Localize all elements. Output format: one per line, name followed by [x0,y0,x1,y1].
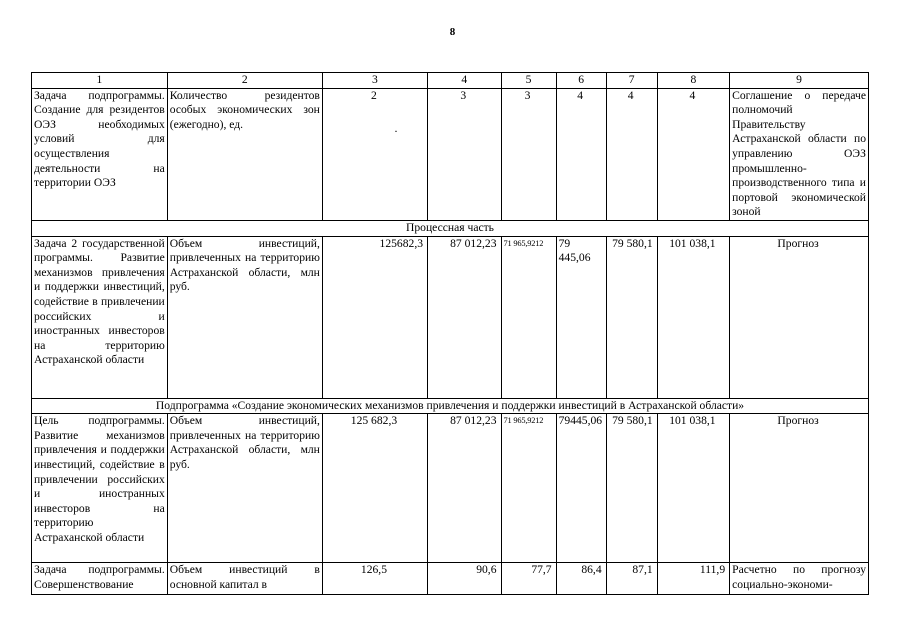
value-cell: 79 445,06 [556,236,606,398]
value-cell: 87,1 [606,563,657,595]
header-cell: 1 [32,73,168,89]
task-cell: Цель подпрограммы. Развитие механизмов привлечения и поддержки инвестиций, содействие в привлечении российских и иностранных инвесторов на территорию Астраханской области [32,414,168,563]
table-header-row [32,73,869,89]
indicator-cell: Количество резидентов особых экономических зон (ежегодно), ед. [167,88,322,220]
value-cell: 79 580,1 [606,236,657,398]
table-row [32,236,869,398]
header-cell: 4 [428,73,501,89]
page-number: 8 [449,26,456,38]
section-title: Подпрограмма «Создание экономических механизмов привлечения и поддержки инвестиций в Астраханской области» [32,398,869,414]
stray-dot: · [394,124,398,138]
task-cell: Задача 2 государственной программы. Развитие механизмов привлечения и поддержки инвестиций, содействие в привлечении российских и иностранных инвесторов на территорию Астраханской области [32,236,168,398]
table-row [32,563,869,595]
value-cell: 125 682,3 [322,414,427,563]
header-cell: 2 [167,73,322,89]
value-cell: 125682,3 [322,236,427,398]
table-row [32,88,869,220]
value-cell: 101 038,1 [657,236,729,398]
table-row [32,414,869,563]
value-cell: 71 965,9212 [501,236,556,398]
value-cell: 79445,06 [556,414,606,563]
value-cell: 3 [428,88,501,220]
indicator-cell: Объем инвестиций в основной капитал в [167,563,322,595]
section-row-process [32,220,869,236]
value-cell: 79 580,1 [606,414,657,563]
value-cell: 86,4 [556,563,606,595]
task-cell: Задача подпрограммы. Совершенствование [32,563,168,595]
header-cell: 7 [606,73,657,89]
value-cell: 3 [501,88,556,220]
source-cell: Расчетно по прогнозу социально-экономи- [730,563,869,595]
indicators-table [31,72,869,595]
header-cell: 5 [501,73,556,89]
section-row-subprogram [32,398,869,414]
section-title: Процессная часть [32,220,869,236]
header-cell: 8 [657,73,729,89]
source-cell: Прогноз [730,414,869,563]
value-cell: 87 012,23 [428,414,501,563]
value-cell: 71 965,9212 [501,414,556,563]
value-cell: 126,5 [322,563,427,595]
value-cell: 111,9 [657,563,729,595]
value-cell: 2 [322,88,427,220]
source-cell: Соглашение о передаче полномочий Правительству Астраханской области по управлению ОЭЗ промышленно-производственного типа и портовой экономической зоной [730,88,869,220]
indicator-cell: Объем инвестиций, привлеченных на территорию Астраханской области, млн руб. [167,236,322,398]
value-cell: 87 012,23 [428,236,501,398]
value-cell: 4 [606,88,657,220]
value-cell: 101 038,1 [657,414,729,563]
value-cell: 4 [657,88,729,220]
header-cell: 6 [556,73,606,89]
value-cell: 4 [556,88,606,220]
header-cell: 3 [322,73,427,89]
task-cell: Задача подпрограммы. Создание для резидентов ОЭЗ необходимых условий для осуществления деятельности на территории ОЭЗ [32,88,168,220]
header-cell: 9 [730,73,869,89]
value-cell: 77,7 [501,563,556,595]
indicator-cell: Объем инвестиций, привлеченных на территорию Астраханской области, млн руб. [167,414,322,563]
source-cell: Прогноз [730,236,869,398]
value-cell: 90,6 [428,563,501,595]
